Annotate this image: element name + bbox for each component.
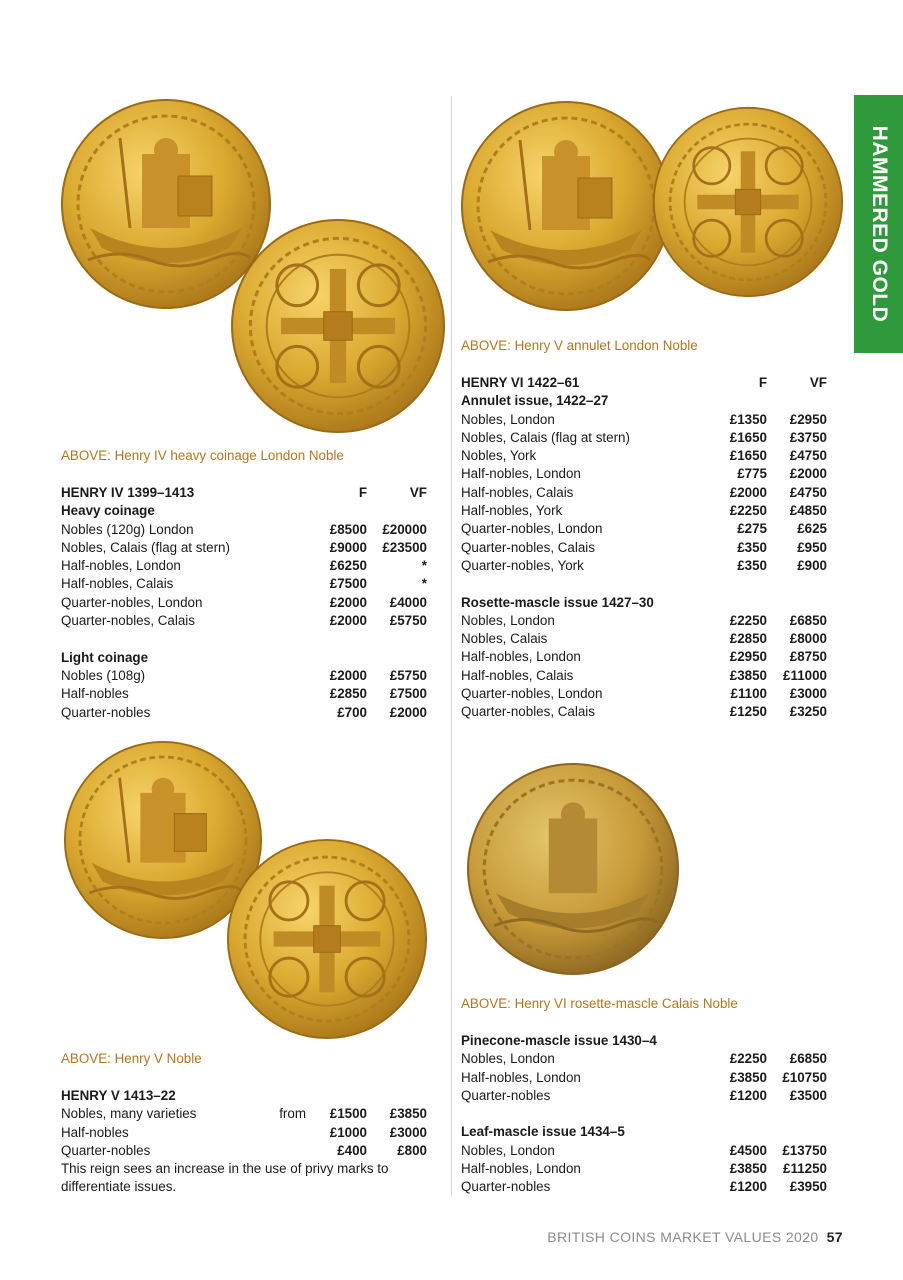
price-fine: £275	[737, 521, 767, 537]
price-fine: £2950	[729, 649, 767, 665]
price-very-fine: £2000	[389, 704, 427, 720]
note-text: This reign sees an increase in the use of privy marks to	[61, 1161, 389, 1177]
price-very-fine: £6850	[789, 612, 827, 628]
row-label: Half-nobles, Calais	[461, 667, 574, 683]
row-label: Nobles, London	[461, 612, 555, 628]
price-very-fine: £23500	[382, 539, 427, 555]
row-label: Half-nobles	[61, 1124, 129, 1140]
section-title: Pinecone-mascle issue 1430–4	[461, 1033, 657, 1048]
table-row	[61, 557, 427, 575]
price-fine: £1100	[730, 686, 767, 702]
table-row	[461, 1178, 827, 1196]
row-label: Nobles, York	[461, 448, 537, 464]
section-tab	[854, 95, 903, 353]
row-label: Half-nobles, Calais	[61, 576, 174, 592]
note-text: differentiate issues.	[61, 1179, 177, 1195]
table-header	[61, 484, 427, 502]
price-fine: £350	[737, 557, 767, 573]
row-label: Half-nobles, London	[61, 558, 181, 574]
price-very-fine: £3500	[789, 1087, 827, 1103]
price-very-fine: £4750	[789, 484, 827, 500]
section-title: Light coinage	[61, 649, 149, 665]
row-label: Half-nobles	[61, 686, 129, 702]
coin-image-henry5-annulet-reverse	[652, 96, 844, 308]
price-fine: £2000	[329, 594, 367, 610]
price-very-fine: £2000	[789, 466, 827, 482]
row-label: Half-nobles, London	[461, 466, 581, 482]
page-number: 57	[826, 1229, 843, 1245]
row-label: Quarter-nobles, Calais	[461, 539, 595, 555]
caption-henry4: ABOVE: Henry IV heavy coinage London Noble	[61, 448, 344, 463]
price-fine: £1650	[729, 429, 767, 445]
price-fine: £2850	[329, 686, 367, 702]
table-row	[61, 612, 427, 630]
coin-image-henry4-reverse	[230, 218, 446, 434]
price-fine: £775	[737, 466, 767, 482]
table-row	[61, 704, 427, 722]
column-f: F	[758, 375, 767, 390]
row-label: Quarter-nobles, York	[461, 557, 584, 573]
price-very-fine: *	[421, 558, 427, 574]
price-fine: £4500	[729, 1142, 767, 1158]
table-row	[461, 1069, 827, 1087]
price-fine: £7500	[329, 576, 367, 592]
table-row	[461, 1142, 827, 1160]
row-label: Nobles, London	[461, 411, 555, 427]
column-divider	[451, 96, 452, 1196]
table-row	[61, 667, 427, 685]
coin-image-henry5-reverse	[226, 838, 428, 1040]
reign-title: HENRY VI 1422–61	[461, 375, 580, 390]
row-label: Half-nobles, York	[461, 503, 563, 519]
reign-title: HENRY V 1413–22	[61, 1088, 176, 1103]
table-header	[461, 374, 827, 392]
price-very-fine: £7500	[389, 686, 427, 702]
price-very-fine: £3750	[789, 429, 827, 445]
coin-image-henry5-annulet-obverse	[460, 100, 672, 312]
price-fine: £6250	[329, 558, 367, 574]
coin-image-henry6-rosette-obverse	[466, 762, 680, 976]
section-title: Heavy coinage	[61, 503, 155, 519]
section-tab-label: HAMMERED GOLD	[867, 125, 891, 323]
table-row	[461, 411, 827, 429]
price-very-fine: £4750	[789, 448, 827, 464]
caption-henry5-annulet: ABOVE: Henry V annulet London Noble	[461, 338, 698, 353]
price-very-fine: £5750	[389, 667, 427, 683]
price-very-fine: £3850	[389, 1106, 427, 1122]
price-very-fine: £900	[797, 557, 827, 573]
price-very-fine: £11000	[783, 667, 827, 683]
table-row	[461, 484, 827, 502]
table-row	[461, 685, 827, 703]
price-fine: £350	[737, 539, 767, 555]
price-very-fine: £800	[397, 1142, 427, 1158]
price-fine: £2250	[729, 612, 767, 628]
row-label: Nobles (120g) London	[61, 521, 194, 537]
price-fine: £700	[337, 704, 367, 720]
price-very-fine: £20000	[382, 521, 427, 537]
row-label: Nobles (108g)	[61, 667, 146, 683]
price-very-fine: £3950	[789, 1179, 827, 1195]
table-row	[61, 1105, 427, 1123]
table-row	[61, 521, 427, 539]
price-fine: £400	[337, 1142, 367, 1158]
price-very-fine: £6850	[789, 1051, 827, 1067]
table-row	[461, 1087, 827, 1105]
price-very-fine: £13750	[782, 1142, 827, 1158]
row-label: Quarter-nobles, London	[461, 686, 603, 702]
table-row	[461, 539, 827, 557]
row-label: Nobles, many varieties	[61, 1106, 197, 1122]
price-fine: £3850	[729, 667, 767, 683]
section-title: Annulet issue, 1422–27	[461, 393, 609, 409]
price-very-fine: £2950	[789, 411, 827, 427]
price-fine: £1650	[729, 448, 767, 464]
row-label: Half-nobles, Calais	[461, 484, 574, 500]
price-very-fine: *	[421, 576, 427, 592]
price-very-fine: £11250	[783, 1161, 827, 1177]
price-fine: £1350	[729, 411, 767, 427]
table-row	[461, 1160, 827, 1178]
row-label: Half-nobles, London	[461, 1069, 581, 1085]
caption-henry6-rosette: ABOVE: Henry VI rosette-mascle Calais Noble	[461, 996, 738, 1011]
row-label: Nobles, Calais	[461, 631, 548, 647]
price-fine: £1200	[729, 1087, 767, 1103]
row-label: Quarter-nobles	[461, 1179, 551, 1195]
column-vf: VF	[809, 375, 827, 390]
price-fine: £2000	[329, 667, 367, 683]
row-label: Nobles, Calais (flag at stern)	[461, 429, 630, 445]
price-fine: £3850	[729, 1161, 767, 1177]
price-fine: £2250	[729, 1051, 767, 1067]
price-very-fine: £8750	[789, 649, 827, 665]
section-title: Leaf-mascle issue 1434–5	[461, 1124, 625, 1140]
row-label: Nobles, London	[461, 1051, 555, 1067]
row-label: Quarter-nobles, Calais	[61, 613, 195, 629]
row-label: Quarter-nobles, London	[61, 594, 203, 610]
row-label: Quarter-nobles	[61, 704, 151, 720]
table-row	[61, 594, 427, 612]
price-fine: £8500	[329, 521, 367, 537]
table-row	[61, 575, 427, 593]
price-fine: £2850	[729, 631, 767, 647]
table-row	[461, 667, 827, 685]
table-row	[461, 465, 827, 483]
price-very-fine: £3000	[389, 1124, 427, 1140]
price-fine: £2250	[729, 503, 767, 519]
column-vf: VF	[409, 485, 427, 500]
table-row	[461, 502, 827, 520]
table-row	[461, 630, 827, 648]
price-table-henry4	[61, 484, 427, 722]
row-label: Half-nobles, London	[461, 1161, 581, 1177]
section-title: Rosette-mascle issue 1427–30	[461, 594, 654, 610]
row-label: Half-nobles, London	[461, 649, 581, 665]
table-row	[61, 1124, 427, 1142]
page-footer	[547, 1229, 843, 1245]
row-label: Quarter-nobles	[461, 1087, 551, 1103]
price-fine: £1000	[329, 1124, 367, 1140]
price-very-fine: £950	[797, 539, 827, 555]
price-fine: £1500	[329, 1106, 367, 1122]
reign-title: HENRY IV 1399–1413	[61, 485, 195, 500]
price-table-henry5	[61, 1087, 427, 1197]
table-row	[461, 612, 827, 630]
table-row	[461, 557, 827, 575]
price-table-henry6	[461, 374, 827, 722]
price-fine: £3850	[729, 1069, 767, 1085]
price-very-fine: £10750	[782, 1069, 827, 1085]
price-fine: £9000	[329, 539, 367, 555]
table-row	[461, 520, 827, 538]
table-row	[61, 1142, 427, 1160]
caption-henry5: ABOVE: Henry V Noble	[61, 1051, 202, 1066]
table-row	[61, 539, 427, 557]
row-label: Quarter-nobles	[61, 1142, 151, 1158]
price-very-fine: £3250	[789, 704, 827, 720]
row-label: Quarter-nobles, Calais	[461, 704, 595, 720]
price-very-fine: £4850	[789, 503, 827, 519]
table-row	[61, 685, 427, 703]
table-row	[461, 703, 827, 721]
price-very-fine: £8000	[789, 631, 827, 647]
table-row	[461, 1050, 827, 1068]
table-row	[461, 429, 827, 447]
price-fine: £1250	[729, 704, 767, 720]
row-label: Nobles, Calais (flag at stern)	[61, 539, 230, 555]
row-label: Quarter-nobles, London	[461, 521, 603, 537]
price-very-fine: £625	[797, 521, 827, 537]
price-very-fine: £5750	[389, 613, 427, 629]
price-very-fine: £3000	[789, 686, 827, 702]
publication-title: BRITISH COINS MARKET VALUES 2020	[547, 1229, 819, 1245]
price-fine: £1200	[729, 1179, 767, 1195]
table-row	[461, 447, 827, 465]
row-from-note: from	[279, 1106, 306, 1122]
price-very-fine: £4000	[389, 594, 427, 610]
price-table-henry6-continued	[461, 1032, 827, 1197]
price-fine: £2000	[729, 484, 767, 500]
price-fine: £2000	[329, 613, 367, 629]
table-row	[461, 648, 827, 666]
column-f: F	[358, 485, 367, 500]
row-label: Nobles, London	[461, 1142, 555, 1158]
